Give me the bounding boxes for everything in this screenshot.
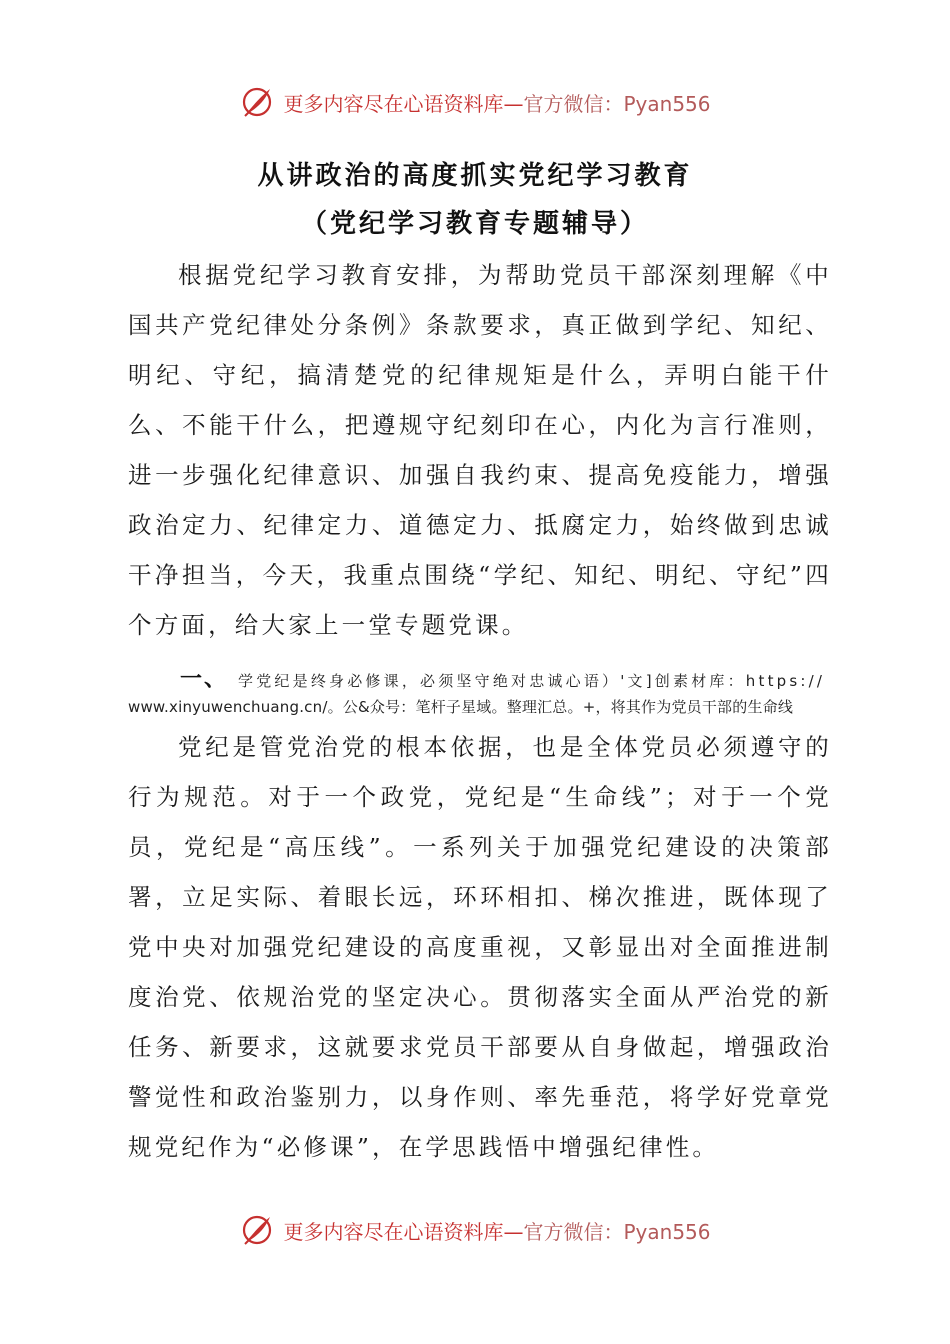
banner-text [283,1216,710,1245]
section-number: 一、 [180,666,229,692]
quill-logo-icon [239,1212,275,1248]
section-heading [180,662,900,693]
banner-sub: 官方微信： [523,91,624,116]
banner-text [283,88,710,117]
bottom-banner[interactable] [0,1210,950,1250]
banner-wechat-id: Pyan556 [623,91,711,116]
document-subtitle: （党纪学习教育专题辅导） [300,209,649,239]
document-title: 从讲政治的高度抓实党纪学习教育 [257,161,693,191]
banner-dash: — [503,91,524,116]
banner-sub: 官方微信： [523,1219,624,1244]
section-heading-line2: www.xinyuwenchuang.cn/。公&众号：笔杆子星域。整理汇总。+，将其作为党员干部的生命线 [128,698,794,716]
intro-paragraph: 根据党纪学习教育安排，为帮助党员干部深刻理解《中国共产党纪律处分条例》条款要求，真正做到学纪、知纪、明纪、守纪，搞清楚党的纪律规矩是什么，弄明白能干什么、不能干什么，把遵规守纪刻印在心，内化为言行准则，进一步强化纪律意识、加强自我约束、提高免疫能力，增强政治定力、纪律定力、道德定力、抵腐定力，始终做到忠诚干净担当，今天，我重点围绕“学纪、知纪、明纪、守纪”四个方面，给大家上一堂专题党课。 [128,261,832,639]
banner-dash: — [503,1219,524,1244]
section-heading-continued [128,696,848,717]
banner-wechat-id: Pyan556 [623,1219,711,1244]
quill-logo-icon [239,84,275,120]
section-heading-line1: 学党纪是终身必修课，必须坚守绝对忠诚心语）'文]创素材库：https:// [238,672,826,690]
banner-main: 更多内容尽在心语资料库 [283,91,504,116]
banner-main: 更多内容尽在心语资料库 [283,1219,504,1244]
top-banner[interactable] [0,82,950,122]
body-paragraph: 党纪是管党治党的根本依据，也是全体党员必须遵守的行为规范。对于一个政党，党纪是“生命线”；对于一个党员，党纪是“高压线”。一系列关于加强党纪建设的决策部署，立足实际、着眼长远，环环相扣、梯次推进，既体现了党中央对加强党纪建设的高度重视，又彰显出对全面推进制度治党、依规治党的坚定决心。贯彻落实全面从严治党的新任务、新要求，这就要求党员干部要从自身做起，增强政治警觉性和政治鉴别力，以身作则、率先垂范，将学好党章党规党纪作为“必修课”，在学思践悟中增强纪律性。 [128,733,832,1161]
